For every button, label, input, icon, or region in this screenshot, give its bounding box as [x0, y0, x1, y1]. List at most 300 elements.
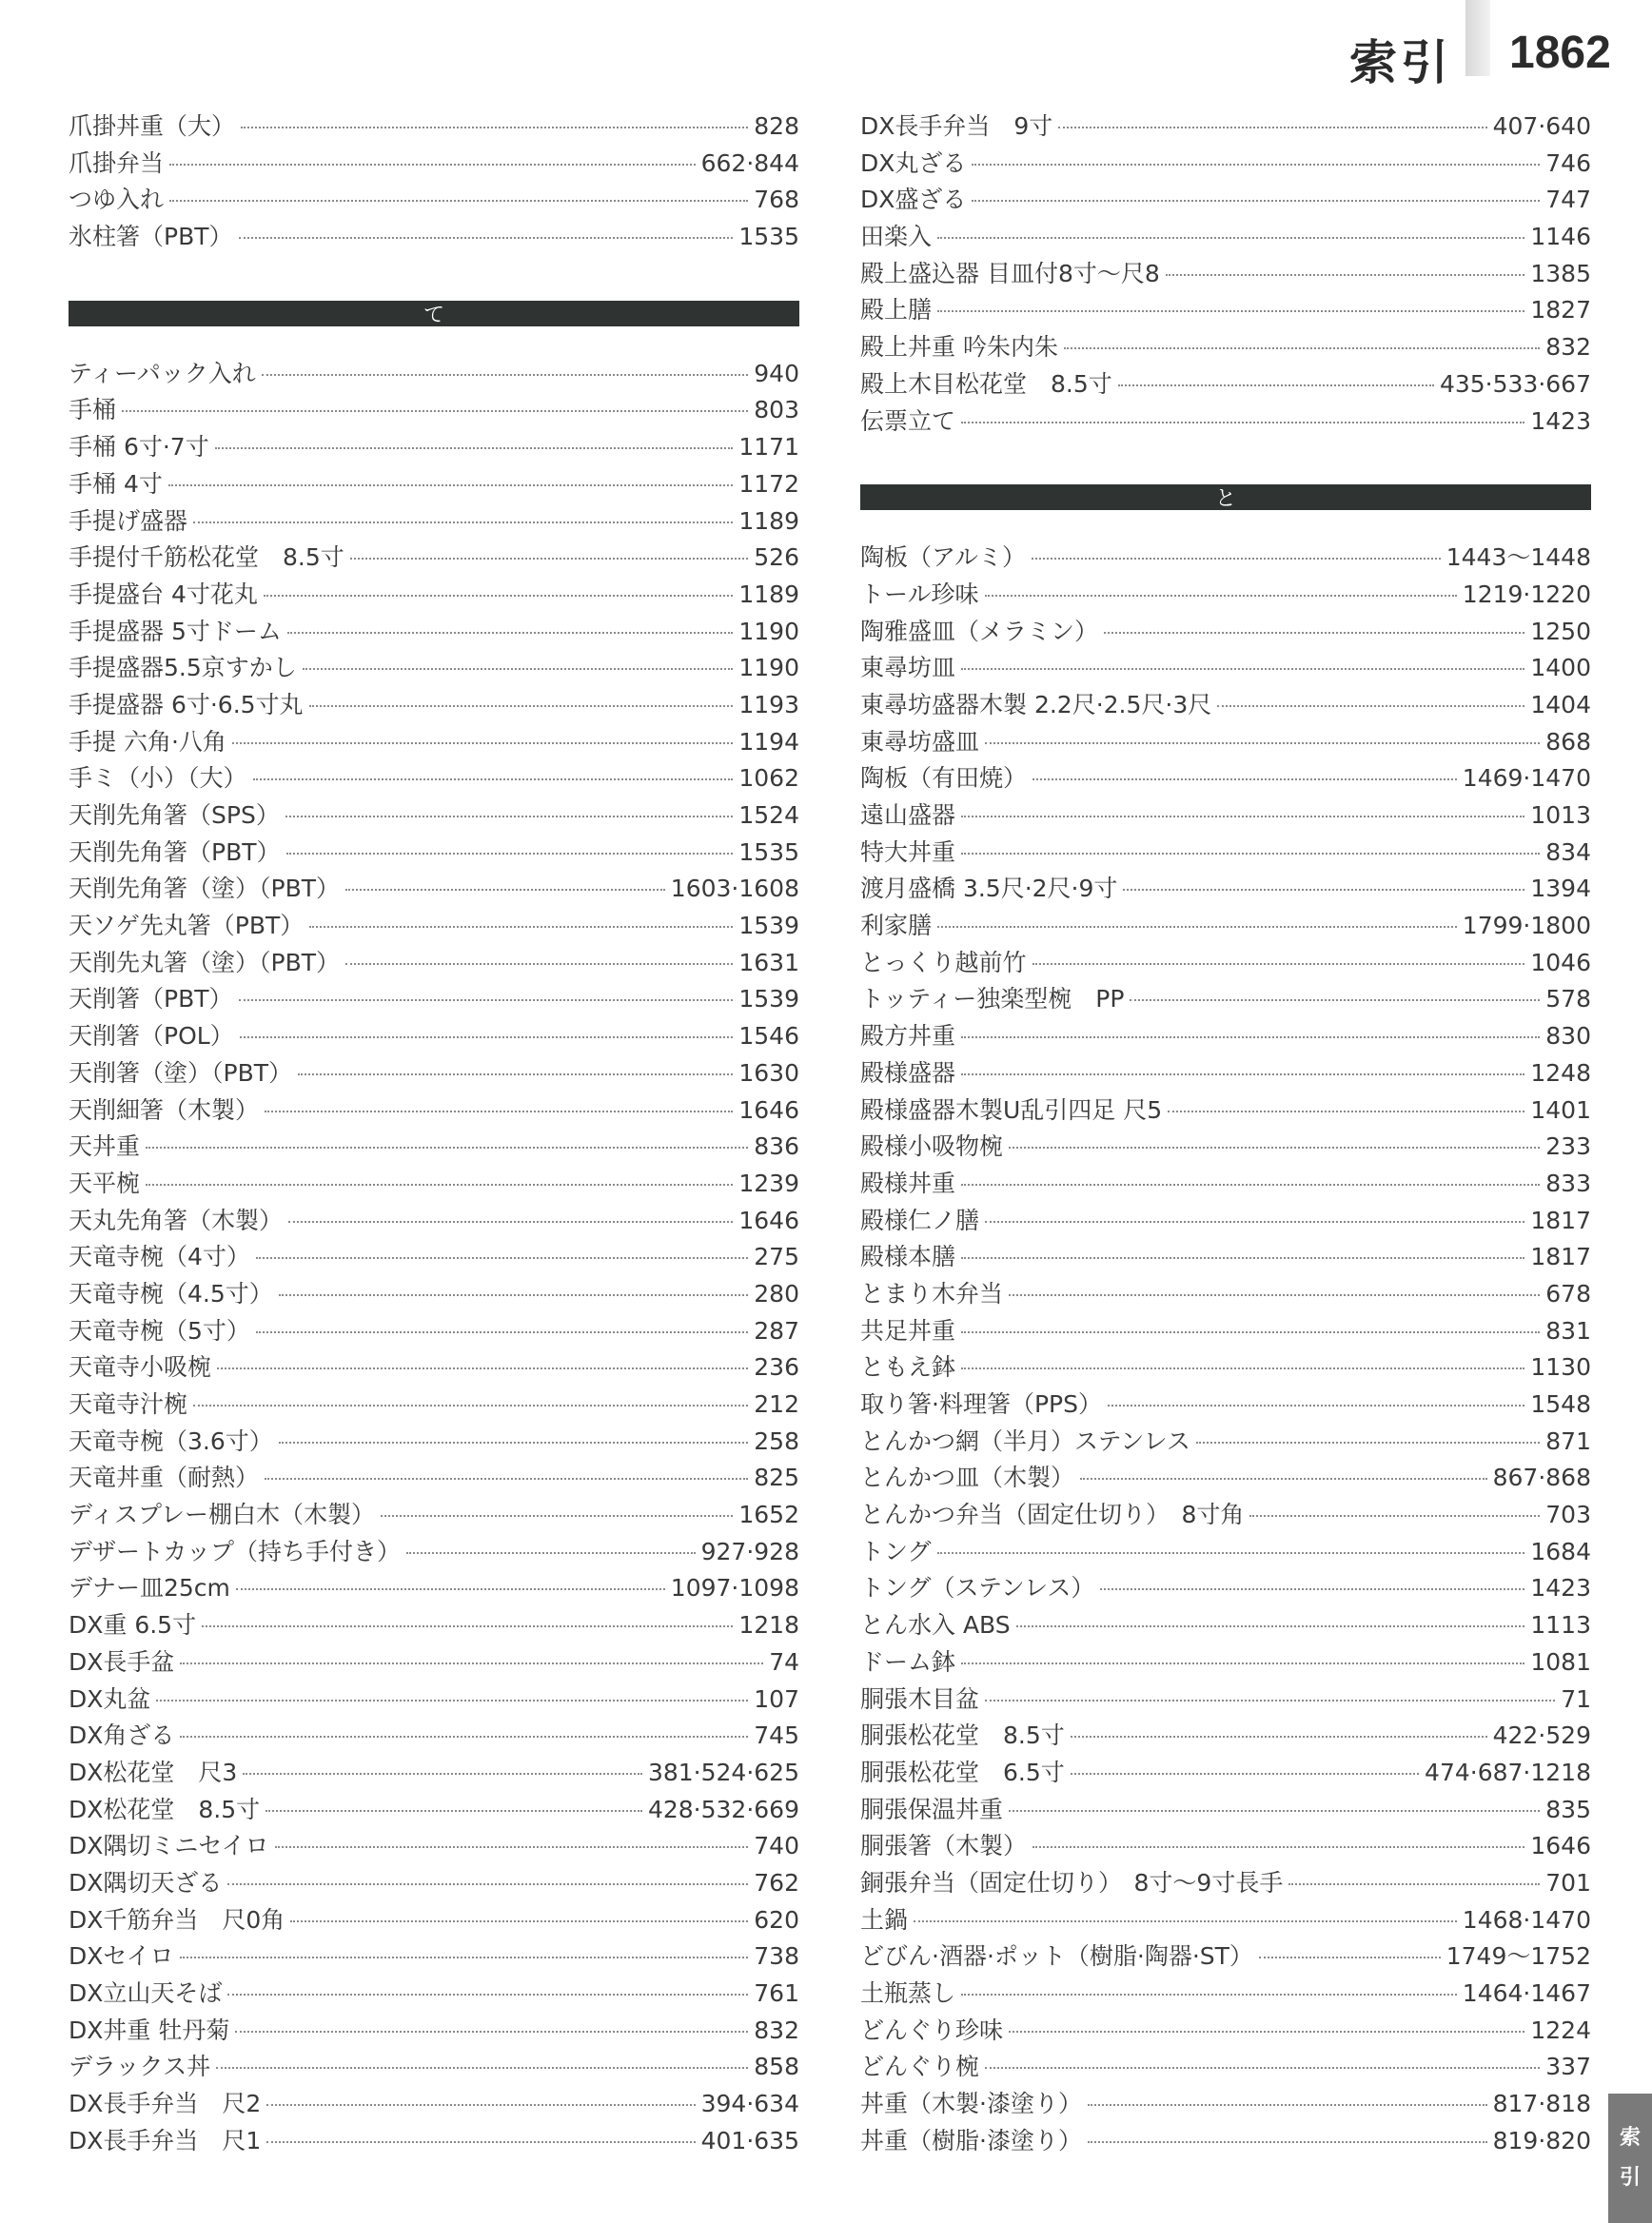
index-entry[interactable]: [860, 1569, 1591, 1606]
index-entry[interactable]: [69, 870, 799, 907]
index-entry[interactable]: [69, 1864, 799, 1901]
dot-leader: [961, 1257, 1524, 1259]
entry-name: 天削細箸（木製）: [69, 1095, 260, 1124]
entry-page: 819·820: [1492, 2126, 1591, 2154]
entry-name: DX重 6.5寸: [69, 1611, 197, 1640]
dot-leader: [345, 963, 733, 965]
index-entry[interactable]: [69, 1202, 799, 1239]
index-entry[interactable]: [69, 355, 799, 392]
index-entry[interactable]: [860, 1975, 1591, 2012]
entry-name: 殿様小吸物椀: [860, 1132, 1004, 1161]
entry-page: 828: [754, 112, 799, 140]
index-entry[interactable]: [860, 944, 1591, 981]
entry-page: 1190: [738, 617, 799, 645]
dot-leader: [1009, 1810, 1540, 1812]
dot-leader: [146, 1184, 733, 1186]
entry-name: DX角ざる: [69, 1721, 175, 1750]
index-entry[interactable]: [69, 944, 799, 981]
dot-leader: [1249, 1515, 1540, 1517]
entry-name: 伝票立て: [860, 406, 956, 435]
entry-name: とんかつ弁当（固定仕切り） 8寸角: [860, 1501, 1245, 1529]
dot-leader: [1217, 705, 1524, 707]
entry-page: 745: [754, 1721, 799, 1750]
entry-page: 233: [1545, 1132, 1591, 1161]
entry-name: トール珍味: [860, 580, 979, 608]
dot-leader: [243, 1773, 642, 1775]
dot-leader: [972, 164, 1540, 166]
entry-page: 927·928: [700, 1537, 799, 1565]
index-entry[interactable]: [69, 834, 799, 871]
index-entry[interactable]: [860, 1938, 1591, 1975]
left-top-entries: [69, 108, 799, 255]
entry-name: 手提盛器5.5京すかし: [69, 654, 297, 682]
index-entry[interactable]: [860, 1423, 1591, 1460]
entry-name: どびん·酒器·ポット（樹脂·陶器·ST）: [860, 1942, 1253, 1971]
entry-page: 407·640: [1492, 112, 1591, 140]
index-entry[interactable]: [69, 1092, 799, 1129]
entry-page: 1423: [1530, 406, 1591, 435]
dot-leader: [262, 374, 749, 376]
index-entry[interactable]: [69, 1606, 799, 1643]
index-entry[interactable]: [860, 723, 1591, 760]
entry-name: 丼重（木製·漆塗り）: [860, 2090, 1082, 2118]
index-entry[interactable]: [69, 980, 799, 1017]
dot-leader: [232, 742, 733, 744]
dot-leader: [1288, 1883, 1540, 1885]
index-entry[interactable]: [69, 465, 799, 502]
dot-leader: [1071, 1736, 1487, 1738]
dot-leader: [266, 2104, 695, 2106]
right-column: [860, 108, 1591, 2158]
index-entry[interactable]: [69, 797, 799, 834]
index-entry[interactable]: [69, 428, 799, 465]
index-entry[interactable]: [69, 1717, 799, 1754]
index-entry[interactable]: [69, 723, 799, 760]
entry-name: 天削箸（PBT）: [69, 985, 233, 1013]
entry-name: DX隅切ミニセイロ: [69, 1832, 269, 1860]
dot-leader: [216, 2067, 748, 2069]
entry-page: 1113: [1530, 1611, 1591, 1640]
entry-name: 手桶: [69, 396, 117, 424]
index-entry[interactable]: [860, 255, 1591, 292]
header-divider: [1465, 0, 1490, 76]
entry-page: 1827: [1530, 296, 1591, 325]
dot-leader: [240, 1036, 734, 1038]
dot-leader: [286, 853, 734, 855]
entry-name: 手提盛台 4寸花丸: [69, 580, 258, 608]
dot-leader: [180, 1957, 749, 1958]
entry-name: ともえ鉢: [860, 1353, 956, 1382]
entry-page: 435·533·667: [1439, 369, 1591, 398]
dot-leader: [961, 1662, 1524, 1664]
index-entry[interactable]: [69, 181, 799, 218]
entry-name: とん水入 ABS: [860, 1611, 1011, 1640]
right-top-entries: [860, 108, 1591, 439]
entry-name: 手提げ盛器: [69, 506, 188, 535]
entry-name: DX長手弁当 尺2: [69, 2090, 262, 2118]
index-entry[interactable]: [860, 218, 1591, 255]
index-entry[interactable]: [69, 539, 799, 576]
dot-leader: [961, 422, 1524, 423]
dot-leader: [1058, 127, 1486, 128]
index-entry[interactable]: [69, 108, 799, 145]
dot-leader: [1032, 778, 1457, 780]
index-entry[interactable]: [860, 365, 1591, 403]
dot-leader: [241, 127, 748, 128]
entry-name: 遠山盛器: [860, 801, 956, 829]
index-entry[interactable]: [69, 2122, 799, 2159]
entry-name: 天削箸（POL）: [69, 1022, 234, 1051]
dot-leader: [236, 1588, 665, 1590]
index-entry[interactable]: [69, 1165, 799, 1202]
index-entry[interactable]: [69, 218, 799, 255]
to-entries: [860, 539, 1591, 2158]
dot-leader: [239, 237, 734, 239]
entry-name: 東尋坊盛器木製 2.2尺·2.5尺·3尺: [860, 690, 1212, 718]
index-entry[interactable]: [860, 1459, 1591, 1496]
dot-leader: [985, 1700, 1555, 1702]
index-entry[interactable]: [860, 1092, 1591, 1129]
index-entry[interactable]: [860, 1202, 1591, 1239]
index-entry[interactable]: [860, 1606, 1591, 1643]
entry-name: 胴張松花堂 6.5寸: [860, 1758, 1065, 1786]
index-entry[interactable]: [69, 502, 799, 540]
index-entry[interactable]: [69, 2085, 799, 2122]
index-entry[interactable]: [69, 613, 799, 650]
entry-name: 殿様盛器: [860, 1058, 956, 1087]
dot-leader: [239, 999, 734, 1001]
index-entry[interactable]: [860, 1643, 1591, 1681]
index-entry[interactable]: [69, 1791, 799, 1828]
entry-name: 殿様仁ノ膳: [860, 1206, 980, 1234]
entry-name: とんかつ皿（木製）: [860, 1464, 1075, 1492]
index-entry[interactable]: [69, 2048, 799, 2085]
dot-leader: [1032, 963, 1525, 965]
dot-leader: [265, 1478, 748, 1480]
index-entry[interactable]: [860, 613, 1591, 650]
entry-name: DX隅切天ざる: [69, 1868, 223, 1897]
entry-name: 殿様丼重: [860, 1169, 956, 1197]
entry-page: 1130: [1530, 1353, 1591, 1382]
entry-name: 胴張箸（木製）: [860, 1832, 1028, 1860]
dot-leader: [961, 1036, 1540, 1038]
dot-leader: [1016, 1625, 1525, 1627]
index-entry[interactable]: [860, 1017, 1591, 1054]
index-entry[interactable]: [860, 576, 1591, 613]
dot-leader: [1080, 1478, 1487, 1480]
entry-page: 761: [754, 1979, 799, 2007]
dot-leader: [309, 926, 733, 928]
index-entry[interactable]: [69, 1238, 799, 1275]
dot-leader: [215, 447, 734, 449]
entry-name: 手提 六角·八角: [69, 727, 226, 756]
index-entry[interactable]: [860, 759, 1591, 797]
index-entry[interactable]: [69, 759, 799, 797]
index-entry[interactable]: [860, 1238, 1591, 1275]
te-entries: [69, 355, 799, 2159]
dot-leader: [914, 1920, 1457, 1922]
index-entry[interactable]: [69, 1975, 799, 2012]
dot-leader: [256, 1331, 748, 1333]
entry-name: 天平椀: [69, 1169, 141, 1197]
dot-leader: [961, 1331, 1540, 1333]
entry-page: 1539: [738, 985, 799, 1013]
entry-name: 東尋坊皿: [860, 654, 956, 682]
index-entry[interactable]: [69, 1386, 799, 1423]
dot-leader: [1064, 347, 1540, 349]
entry-page: 701: [1545, 1868, 1591, 1897]
index-entry[interactable]: [860, 145, 1591, 182]
index-entry[interactable]: [69, 907, 799, 944]
entry-name: DX長手弁当 尺1: [69, 2126, 262, 2154]
index-entry[interactable]: [860, 1312, 1591, 1349]
entry-page: 1646: [738, 1095, 799, 1124]
entry-page: 1146: [1530, 223, 1591, 251]
side-tab-char: 引: [1619, 2166, 1641, 2190]
index-entry[interactable]: [69, 1901, 799, 1938]
dot-leader: [961, 668, 1524, 670]
entry-page: 1385: [1530, 259, 1591, 287]
entry-page: 1524: [738, 801, 799, 829]
entry-page: 1535: [738, 223, 799, 251]
entry-name: 特大丼重: [860, 837, 956, 866]
dot-leader: [1108, 1405, 1524, 1407]
entry-name: トング: [860, 1537, 932, 1565]
index-entry[interactable]: [860, 649, 1591, 686]
dot-leader: [1123, 889, 1524, 891]
index-entry[interactable]: [860, 1717, 1591, 1754]
entry-name: DX丸ざる: [860, 148, 967, 177]
index-entry[interactable]: [860, 403, 1591, 440]
entry-name: 天削箸（塗）（PBT）: [69, 1058, 292, 1087]
index-entry[interactable]: [860, 181, 1591, 218]
entry-page: 394·634: [700, 2090, 799, 2118]
entry-name: DX長手弁当 9寸: [860, 112, 1053, 140]
index-entry[interactable]: [860, 291, 1591, 328]
dot-leader: [1088, 2141, 1487, 2143]
index-entry[interactable]: [860, 1901, 1591, 1938]
index-entry[interactable]: [69, 1681, 799, 1718]
index-entry[interactable]: [860, 907, 1591, 944]
entry-page: 1046: [1530, 948, 1591, 976]
entry-name: 手桶 4寸: [69, 469, 163, 498]
index-entry[interactable]: [860, 1128, 1591, 1165]
index-entry[interactable]: [69, 1496, 799, 1533]
index-entry[interactable]: [860, 1754, 1591, 1791]
entry-page: 1013: [1530, 801, 1591, 829]
entry-page: 1193: [738, 690, 799, 718]
index-entry[interactable]: [69, 1423, 799, 1460]
entry-name: デナー皿25cm: [69, 1574, 230, 1603]
index-entry[interactable]: [860, 1275, 1591, 1312]
entry-page: 1190: [738, 654, 799, 682]
dot-leader: [350, 558, 749, 560]
dot-leader: [217, 1367, 748, 1369]
entry-name: DX丼重 牡丹菊: [69, 2016, 230, 2044]
dot-leader: [937, 1552, 1525, 1554]
index-entry[interactable]: [69, 649, 799, 686]
entry-page: 836: [754, 1132, 799, 1161]
entry-page: 1189: [738, 506, 799, 535]
entry-page: 1423: [1530, 1574, 1591, 1603]
dot-leader: [1104, 632, 1524, 634]
entry-name: 陶雅盛皿（メラミン）: [860, 617, 1099, 645]
index-entry[interactable]: [860, 1165, 1591, 1202]
entry-page: 868: [1545, 727, 1591, 756]
entry-page: 1539: [738, 912, 799, 940]
entry-page: 768: [754, 186, 799, 214]
entry-name: 手桶 6寸·7寸: [69, 433, 209, 462]
entry-page: 422·529: [1492, 1721, 1591, 1750]
index-entry[interactable]: [860, 539, 1591, 576]
index-entry[interactable]: [860, 980, 1591, 1017]
entry-page: 1548: [1530, 1390, 1591, 1418]
dot-leader: [309, 705, 734, 707]
index-entry[interactable]: [860, 834, 1591, 871]
entry-page: 831: [1545, 1316, 1591, 1345]
index-entry[interactable]: [69, 1348, 799, 1386]
entry-name: 殿様盛器木製U乱引四足 尺5: [860, 1095, 1163, 1124]
entry-page: 867·868: [1492, 1464, 1591, 1492]
index-entry[interactable]: [860, 1348, 1591, 1386]
entry-name: トング（ステンレス）: [860, 1574, 1095, 1603]
index-entry[interactable]: [69, 1128, 799, 1165]
dot-leader: [961, 816, 1524, 817]
entry-page: 212: [754, 1390, 799, 1418]
index-entry[interactable]: [69, 1459, 799, 1496]
index-entry[interactable]: [69, 1312, 799, 1349]
dot-leader: [937, 310, 1524, 312]
entry-page: 287: [754, 1316, 799, 1345]
dot-leader: [1196, 1442, 1540, 1444]
entry-page: 740: [754, 1832, 799, 1860]
entry-page: 1817: [1530, 1243, 1591, 1271]
index-entry[interactable]: [860, 2012, 1591, 2049]
dot-leader: [303, 668, 734, 670]
index-entry[interactable]: [860, 2122, 1591, 2159]
index-entry[interactable]: [860, 1496, 1591, 1533]
entry-name: デラックス丼: [69, 2053, 211, 2081]
entry-name: 天竜寺椀（5寸）: [69, 1316, 250, 1345]
left-column: [69, 108, 799, 2158]
entry-page: 1817: [1530, 1206, 1591, 1234]
dot-leader: [1100, 1588, 1524, 1590]
index-entry[interactable]: [860, 328, 1591, 365]
index-entry[interactable]: [860, 1791, 1591, 1828]
entry-page: 1443～1448: [1446, 543, 1591, 572]
index-entry[interactable]: [860, 1681, 1591, 1718]
dot-leader: [985, 2067, 1540, 2069]
entry-name: 陶板（有田焼）: [860, 764, 1028, 793]
entry-page: 1630: [738, 1058, 799, 1087]
entry-name: ディスプレー棚白木（木製）: [69, 1501, 376, 1529]
dot-leader: [288, 1221, 733, 1223]
entry-name: 天竜寺小吸椀: [69, 1353, 212, 1382]
index-entry[interactable]: [860, 2085, 1591, 2122]
index-entry[interactable]: [860, 686, 1591, 723]
index-side-tab[interactable]: [1608, 2094, 1652, 2223]
index-entry[interactable]: [860, 870, 1591, 907]
dot-leader: [168, 484, 734, 486]
entry-name: トッティー独楽型椀 PP: [860, 985, 1125, 1013]
dot-leader: [961, 1073, 1524, 1075]
dot-leader: [937, 926, 1457, 928]
entry-page: 401·635: [700, 2126, 799, 2154]
dot-leader: [1118, 384, 1434, 386]
dot-leader: [961, 1994, 1457, 1996]
index-entry[interactable]: [69, 1569, 799, 1606]
index-entry[interactable]: [69, 1754, 799, 1791]
entry-name: 爪掛丼重（大）: [69, 112, 236, 140]
index-entry[interactable]: [69, 391, 799, 428]
dot-leader: [227, 1994, 748, 1996]
entry-name: ドーム鉢: [860, 1647, 956, 1676]
index-entry[interactable]: [860, 108, 1591, 145]
entry-name: 手提盛器 6寸·6.5寸丸: [69, 690, 304, 718]
entry-page: 275: [754, 1243, 799, 1271]
dot-leader: [235, 2031, 748, 2033]
entry-page: 71: [1561, 1684, 1591, 1713]
entry-page: 762: [754, 1868, 799, 1897]
entry-page: 678: [1545, 1279, 1591, 1308]
index-entry[interactable]: [860, 1533, 1591, 1570]
entry-page: 803: [754, 396, 799, 424]
index-entry[interactable]: [69, 1533, 799, 1570]
entry-page: 1097·1098: [670, 1574, 799, 1603]
entry-page: 1799·1800: [1462, 912, 1591, 940]
entry-page: 1535: [738, 837, 799, 866]
index-entry[interactable]: [69, 1054, 799, 1092]
entry-page: 1646: [1530, 1832, 1591, 1860]
entry-name: 天削先角箸（PBT）: [69, 837, 281, 866]
index-entry[interactable]: [860, 1386, 1591, 1423]
dot-leader: [381, 1515, 733, 1517]
dot-leader: [937, 237, 1524, 239]
dot-leader: [961, 1367, 1524, 1369]
index-entry[interactable]: [69, 686, 799, 723]
entry-name: 天削先丸箸（塗）（PBT）: [69, 948, 340, 976]
index-entry[interactable]: [69, 1827, 799, 1864]
index-entry[interactable]: [69, 1643, 799, 1681]
entry-page: 1171: [738, 433, 799, 462]
entry-name: 取り箸·料理箸（PPS）: [860, 1390, 1102, 1418]
dot-leader: [253, 778, 734, 780]
index-entry[interactable]: [69, 2012, 799, 2049]
index-entry[interactable]: [860, 797, 1591, 834]
entry-page: 1062: [738, 764, 799, 793]
index-entry[interactable]: [69, 145, 799, 182]
entry-page: 835: [1545, 1795, 1591, 1823]
entry-name: 殿上盛込器 目皿付8寸～尺8: [860, 259, 1160, 287]
entry-name: 陶板（アルミ）: [860, 543, 1027, 572]
index-entry[interactable]: [69, 576, 799, 613]
index-entry[interactable]: [69, 1938, 799, 1975]
page-number: 1862: [1509, 28, 1611, 78]
dot-leader: [1071, 1773, 1419, 1775]
entry-name: とっくり越前竹: [860, 948, 1027, 976]
dot-leader: [985, 595, 1457, 597]
dot-leader: [266, 1810, 642, 1812]
dot-leader: [266, 2141, 695, 2143]
index-entry[interactable]: [69, 1275, 799, 1312]
index-entry[interactable]: [860, 1827, 1591, 1864]
index-entry[interactable]: [69, 1017, 799, 1054]
index-entry[interactable]: [860, 2048, 1591, 2085]
index-entry[interactable]: [860, 1054, 1591, 1092]
index-entry[interactable]: [860, 1864, 1591, 1901]
section-header-te: て: [69, 301, 799, 326]
entry-name: 田楽入: [860, 223, 933, 251]
